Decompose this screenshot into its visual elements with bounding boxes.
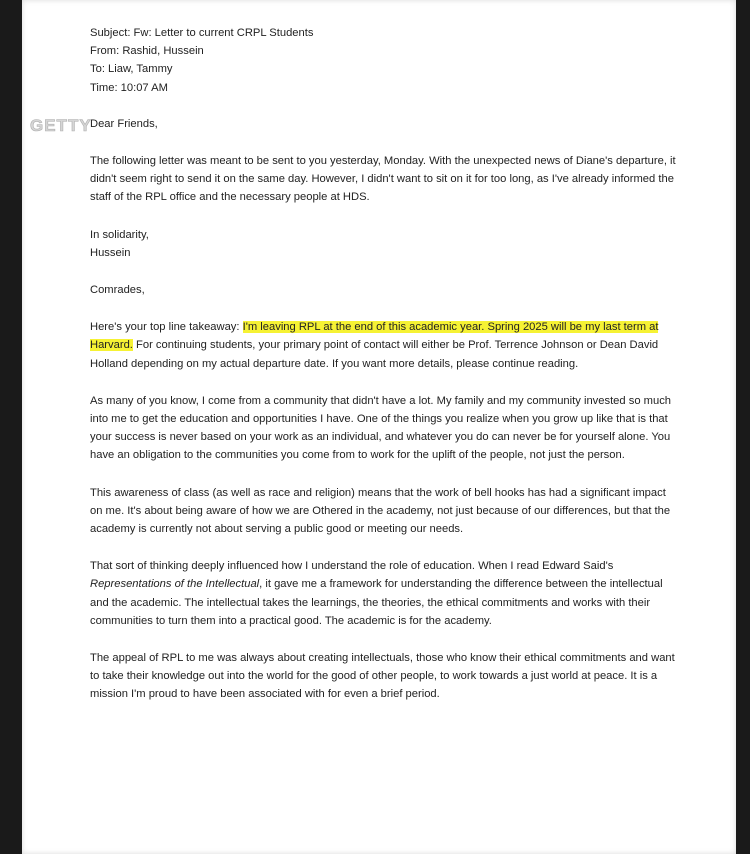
takeaway-paragraph (90, 318, 680, 373)
subject-line: Subject: Fw: Letter to current CRPL Students (90, 27, 314, 39)
takeaway-lead: Here's your top line takeaway: (90, 321, 243, 334)
email-header (90, 24, 680, 97)
takeaway-rest: For continuing students, your primary point of contact will either be Prof. Terrence Johnson or Dean David Holland depending on my actual departure date. If you want more details, please continue reading. (90, 339, 659, 370)
time-line: Time: 10:07 AM (90, 81, 168, 94)
said-text-2: , it gave me a framework for understanding the difference between the intellectual and the academic. The intellectual takes the learnings, the theories, the ethical commitments and works with their communities to turn them into a practical good. The academic is for the academy. (90, 578, 663, 627)
signoff (90, 226, 680, 262)
watermark: GETTY (30, 116, 92, 135)
said-text-1: That sort of thinking deeply influenced how I understand the role of education. When I read Edward Said's (90, 560, 614, 573)
from-line: From: Rashid, Hussein (90, 45, 204, 58)
said-book-title: Representations of the Intellectual (90, 578, 260, 591)
class-paragraph: This awareness of class (as well as race and religion) means that the work of bell hooks has had a significant impact on me. It's about being aware of how we are Othered in the academy, not just because of our differences, but that the academy is currently not about serving a public good or meeting our needs. (90, 486, 671, 536)
comrades-greeting: Comrades, (90, 284, 145, 297)
takeaway-highlight: I'm leaving RPL at the end of this academic year. Spring 2025 will be my last term at Harvard. (90, 321, 659, 352)
letter-page (22, 0, 736, 854)
signoff-line: In solidarity, (90, 228, 149, 241)
to-line: To: Liaw, Tammy (90, 63, 173, 76)
signoff-name: Hussein (90, 246, 131, 259)
said-paragraph (90, 557, 680, 630)
letter-content (90, 24, 680, 704)
community-paragraph: As many of you know, I come from a community that didn't have a lot. My family and my community invested so much into me to get the education and opportunities I have. One of the things you realize when you grow up like that is that your success is never based on your work as an individual, and whatever you do can never be for yourself alone. You have an obligation to the communities you come from to work for the uplift of the people, not just the person. (90, 394, 672, 462)
intro-paragraph: The following letter was meant to be sent to you yesterday, Monday. With the unexpected news of Diane's departure, it didn't seem right to send it on the same day. However, I didn't want to sit on it for too long, as I've already informed the staff of the RPL office and the necessary people at HDS. (90, 155, 676, 204)
appeal-paragraph: The appeal of RPL to me was always about creating intellectuals, those who know their ethical commitments and want to take their knowledge out into the world for the good of other people, to work towards a just world at peace. It is a mission I'm proud to have been associated with for even a brief period. (90, 652, 675, 701)
salutation: Dear Friends, (90, 117, 158, 130)
